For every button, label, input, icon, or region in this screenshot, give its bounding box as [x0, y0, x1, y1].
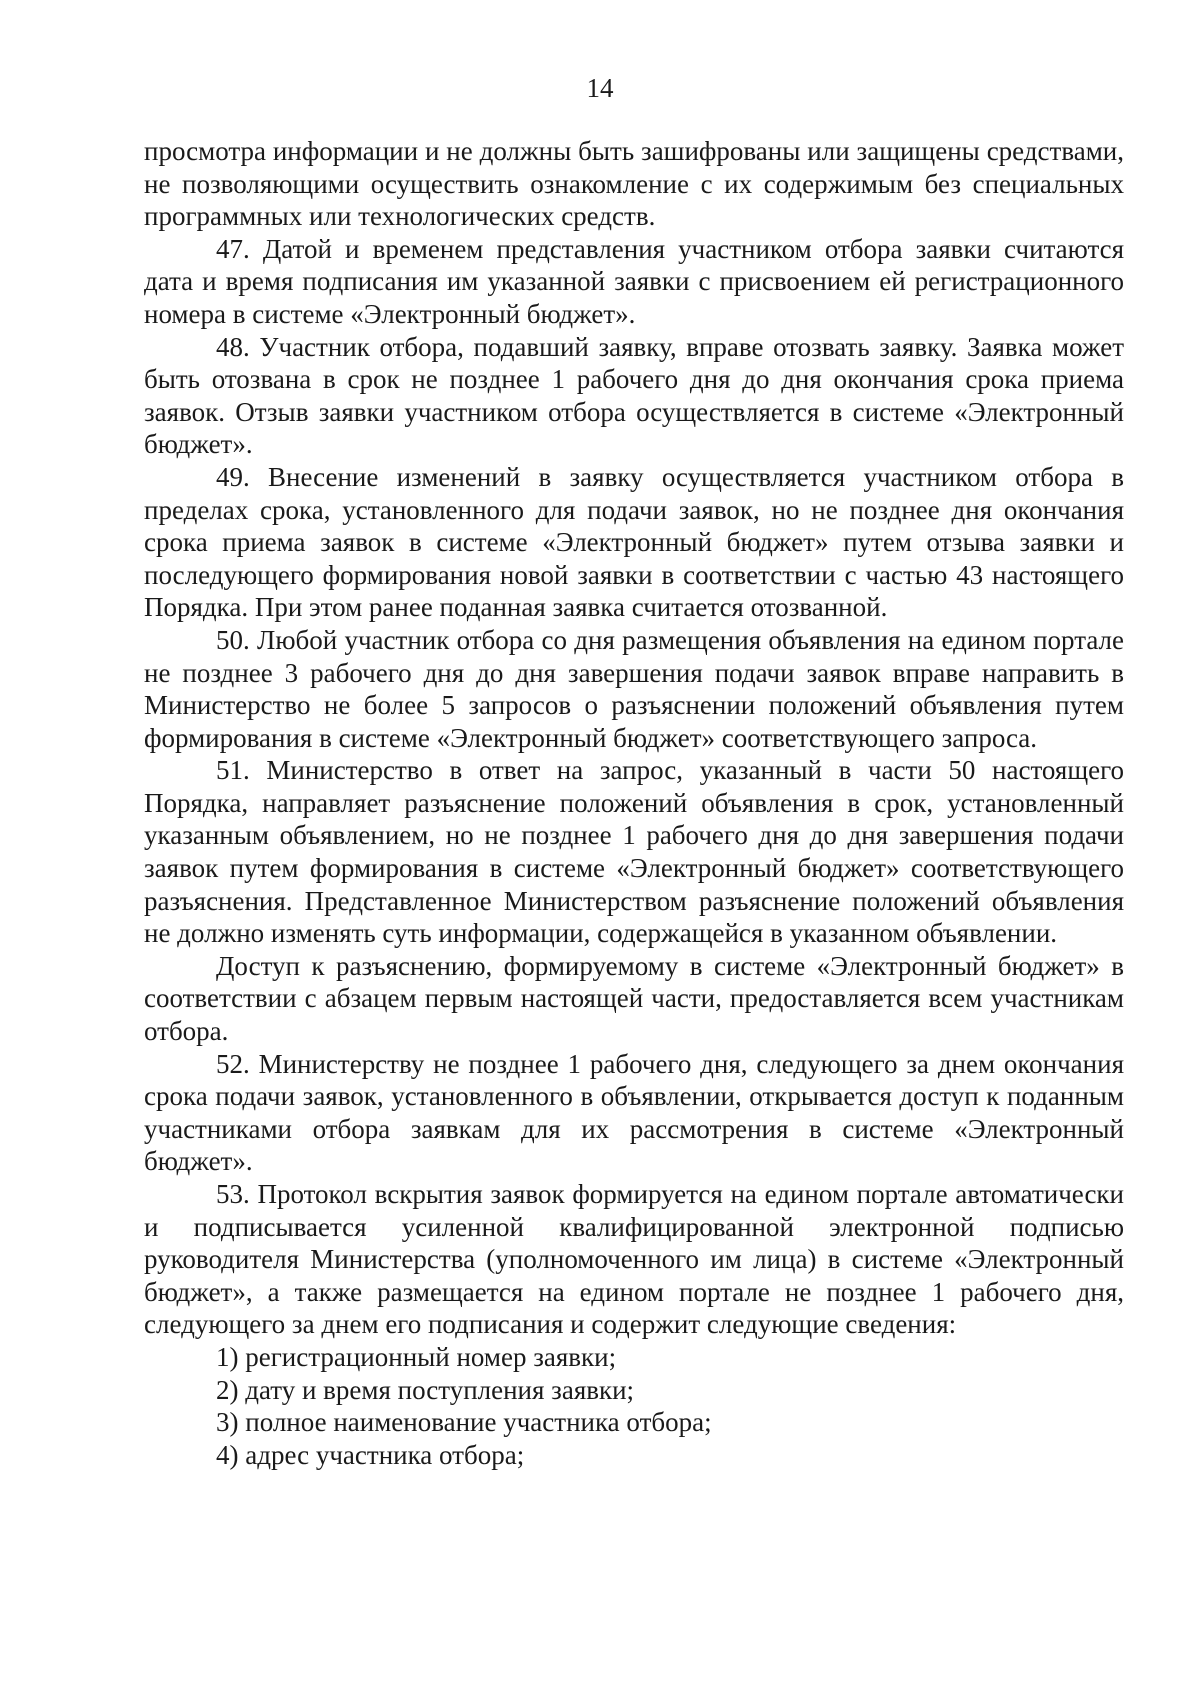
- list-item: 3) полное наименование участника отбора;: [216, 1407, 712, 1438]
- paragraph-continuation: просмотра информации и не должны быть зашифрованы или защищены средствами, не позволяющими осуществить ознакомление с их содержимым без специальных программных или технологических средств.: [144, 136, 1124, 232]
- paragraph-48: 48. Участник отбора, подавший заявку, вправе отозвать заявку. Заявка может быть отозвана в срок не позднее 1 рабочего дня до дня окончания срока приема заявок. Отзыв заявки участником отбора осуществляется в системе «Электронный бюджет».: [144, 331, 1124, 460]
- paragraph-50: 50. Любой участник отбора со дня размещения объявления на едином портале не позднее 3 рабочего дня до дня завершения подачи заявок вправе направить в Министерство не более 5 запросов о разъяснении положений объявления путем формирования в системе «Электронный бюджет» соответствующего запроса.: [144, 624, 1124, 753]
- paragraph-53: 53. Протокол вскрытия заявок формируется на едином портале автоматически и подписывается усиленной квалифицированной электронной подписью руководителя Министерства (уполномоченного им лица) в системе «Электронный бюджет», а также размещается на едином портале не позднее 1 рабочего дня, следующего за днем его подписания и содержит следующие сведения:: [144, 1179, 1124, 1340]
- page-number: 14: [586, 73, 614, 103]
- paragraph-49: 49. Внесение изменений в заявку осуществляется участником отбора в пределах срока, установленного для подачи заявок, но не позднее дня окончания срока приема заявок в системе «Электронный бюджет» путем отзыва заявки и последующего формирования новой заявки в соответствии с частью 43 настоящего Порядка. При этом ранее поданная заявка считается отозванной.: [144, 461, 1124, 623]
- paragraph-47: 47. Датой и временем представления участником отбора заявки считаются дата и время подписания им указанной заявки с присвоением ей регистрационного номера в системе «Электронный бюджет».: [144, 233, 1124, 329]
- list-item: 1) регистрационный номер заявки;: [216, 1341, 617, 1372]
- paragraph-52: 52. Министерству не позднее 1 рабочего дня, следующего за днем окончания срока подачи заявок, установленного в объявлении, открывается доступ к поданным участниками отбора заявкам для их рассмотрения в системе «Электронный бюджет».: [144, 1048, 1124, 1177]
- list-item: 2) дату и время поступления заявки;: [216, 1374, 635, 1405]
- paragraph-51: 51. Министерство в ответ на запрос, указанный в части 50 настоящего Порядка, направляет разъяснение положений объявления в срок, установленный указанным объявлением, но не позднее 1 рабочего дня до дня завершения подачи заявок путем формирования в системе «Электронный бюджет» соответствующего разъяснения. Представленное Министерством разъяснение положений объявления не должно изменять суть информации, содержащейся в указанном объявлении.: [144, 755, 1124, 949]
- document-body: [144, 135, 1124, 1471]
- list-item: 4) адрес участника отбора;: [216, 1439, 525, 1470]
- paragraph-51-access: Доступ к разъяснению, формируемому в системе «Электронный бюджет» в соответствии с абзацем первым настоящей части, предоставляется всем участникам отбора.: [144, 950, 1124, 1047]
